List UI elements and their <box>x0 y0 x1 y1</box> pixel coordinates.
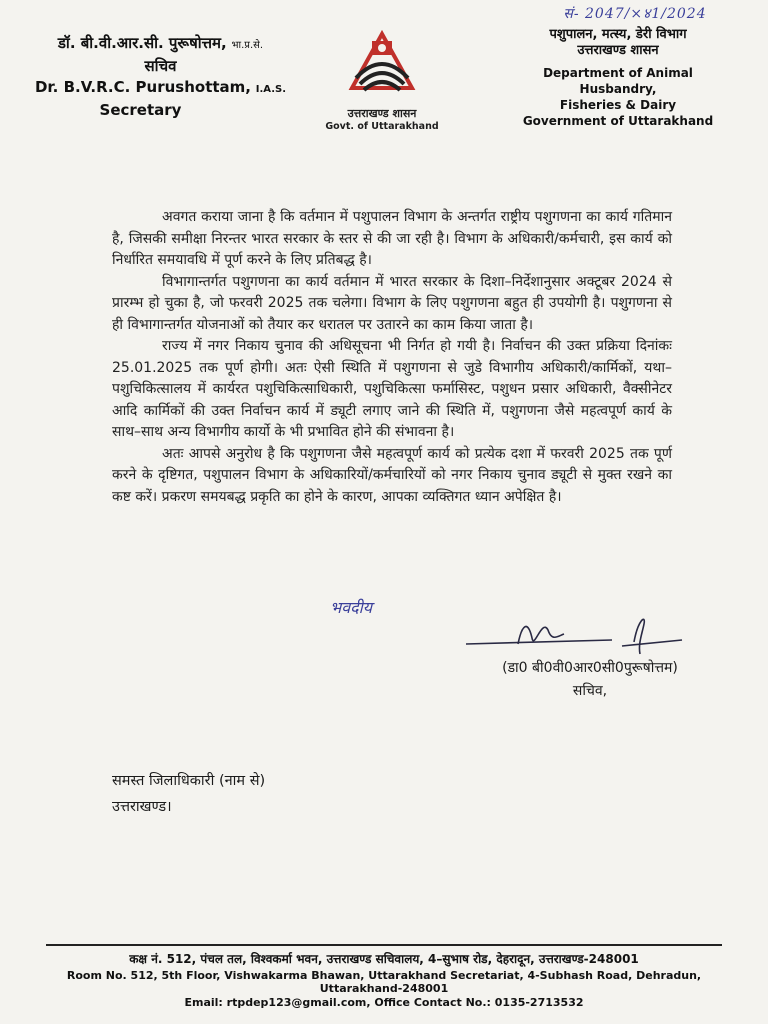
emblem-caption-hindi: उत्तराखण्ड शासन <box>347 107 417 120</box>
uttarakhand-emblem-logo <box>346 28 418 100</box>
footer-contact: Email: rtpdep123@gmail.com, Office Contact No.: 0135-2713532 <box>184 996 584 1009</box>
body-paragraph <box>112 336 672 444</box>
letter-body <box>112 207 672 508</box>
service-suffix-hindi: भा.प्र.से. <box>231 40 264 51</box>
government-english: Government of Uttarakhand <box>522 114 714 128</box>
handwritten-note-text: भवदीय <box>330 598 373 617</box>
signature-block <box>470 658 710 700</box>
body-paragraph-text: अवगत कराया जाना है कि वर्तमान में पशुपालन विभाग के अन्तर्गत राष्ट्रीय पशुगणना का कार्य गतिमान है, जिसकी समीक्षा निरन्तर भारत सरकार के स्तर से की जा रही है। विभाग के अधिकारी/कर्मचारी, इस कार्य को निर्धारित समयावधि में पूर्ण करने के लिए प्रतिबद्ध है। <box>112 209 672 268</box>
body-paragraph-text: विभागान्तर्गत पशुगणना का कार्य वर्तमान में भारत सरकार के दिशा–निर्देशानुसार अक्टूबर 2024 से प्रारम्भ हो चुका है, जो फरवरी 2025 तक चलेगा। विभाग के लिए पशुगणना बहुत ही उपयोगी है। पशुगणना से ही विभागान्तर्गत योजनाओं को तैयार कर धरातल पर उतारने का काम किया जाता है। <box>112 273 672 333</box>
signatory-title: सचिव, <box>572 683 608 699</box>
designation-hindi: सचिव <box>144 57 177 75</box>
letterhead-left <box>28 33 293 121</box>
name-hindi-line <box>28 33 293 56</box>
footer-address-english: Room No. 512, 5th Floor, Vishwakarma Bhawan, Uttarakhand Secretariat, 4-Subhash Road, Dehradun, Uttarakhand-248001 <box>66 969 702 995</box>
emblem-caption-english: Govt. of Uttarakhand <box>325 121 439 132</box>
letterhead-right <box>508 27 728 129</box>
handwritten-note <box>330 596 372 618</box>
reference-number-handwritten: सं- 2047/×४1/2024 <box>563 6 707 22</box>
addressee-line1: समस्त जिलाधिकारी (नाम से) <box>112 773 266 789</box>
designation-english: Secretary <box>99 101 182 119</box>
signature-scribble <box>462 610 692 660</box>
footer-address-hindi: कक्ष नं. 512, पंचल तल, विश्वकर्मा भवन, उत्तराखण्ड सचिवालय, 4–सुभाष रोड, देहरादून, उत्तराखण्ड-248001 <box>129 952 639 966</box>
body-paragraph <box>112 207 672 272</box>
secretary-name-english: Dr. B.V.R.C. Purushottam, <box>34 78 251 96</box>
name-english-line <box>28 77 293 100</box>
addressee-block <box>112 770 265 816</box>
secretary-name-hindi: डॉ. बी.वी.आर.सी. पुरूषोत्तम, <box>57 34 227 52</box>
service-suffix-english: I.A.S. <box>255 84 287 95</box>
body-paragraph-text: राज्य में नगर निकाय चुनाव की अधिसूचना भी निर्गत हो गयी है। निर्वाचन की उक्त प्रक्रिया दिनांकः 25.01.2025 तक पूर्ण होगी। अतः ऐसी स्थिति में पशुगणना से जुडे विभागीय अधिकारी/कार्मिकों, यथा–पशुचिकित्सालय में कार्यरत पशुचिकित्साधिकारी, पशुचिकित्सा फर्मासिस्ट, पशुधन प्रसार अधिकारी, वैक्सीनेटर आदि कार्मिकों की उक्त निर्वाचन कार्य में ड्यूटी लगाए जाने की स्थिति में, पशुगणना जैसे महत्वपूर्ण कार्य के साथ–साथ अन्य विभागीय कार्यो के भी प्रभावित होने की संभावना है। <box>112 338 672 440</box>
department-english-line2: Fisheries & Dairy <box>559 98 677 112</box>
department-english-line1: Department of Animal Husbandry, <box>543 66 693 96</box>
addressee-line2: उत्तराखण्ड। <box>112 799 172 815</box>
body-paragraph-text: अतः आपसे अनुरोध है कि पशुगणना जैसे महत्वपूर्ण कार्य को प्रत्येक दशा में फरवरी 2025 तक पूर्ण करने के दृष्टिगत, पशुपालन विभाग के अधिकारियों/कर्मचारियों को नगर निकाय चुनाव ड्यूटी से मुक्त रखने का कष्ट करें। प्रकरण समयबद्ध प्रकृति का होने के कारण, आपका व्यक्तिगत ध्यान अपेक्षित है। <box>112 445 672 505</box>
government-hindi: उत्तराखण्ड शासन <box>577 43 659 58</box>
footer <box>30 950 738 1009</box>
footer-divider <box>46 944 722 946</box>
body-paragraph <box>112 444 672 509</box>
department-hindi: पशुपालन, मत्स्य, डेरी विभाग <box>549 27 687 42</box>
body-paragraph <box>112 272 672 337</box>
signatory-name: (डा0 बी0वी0आर0सी0पुरूषोत्तम) <box>502 660 678 676</box>
letterhead-center <box>322 28 442 132</box>
